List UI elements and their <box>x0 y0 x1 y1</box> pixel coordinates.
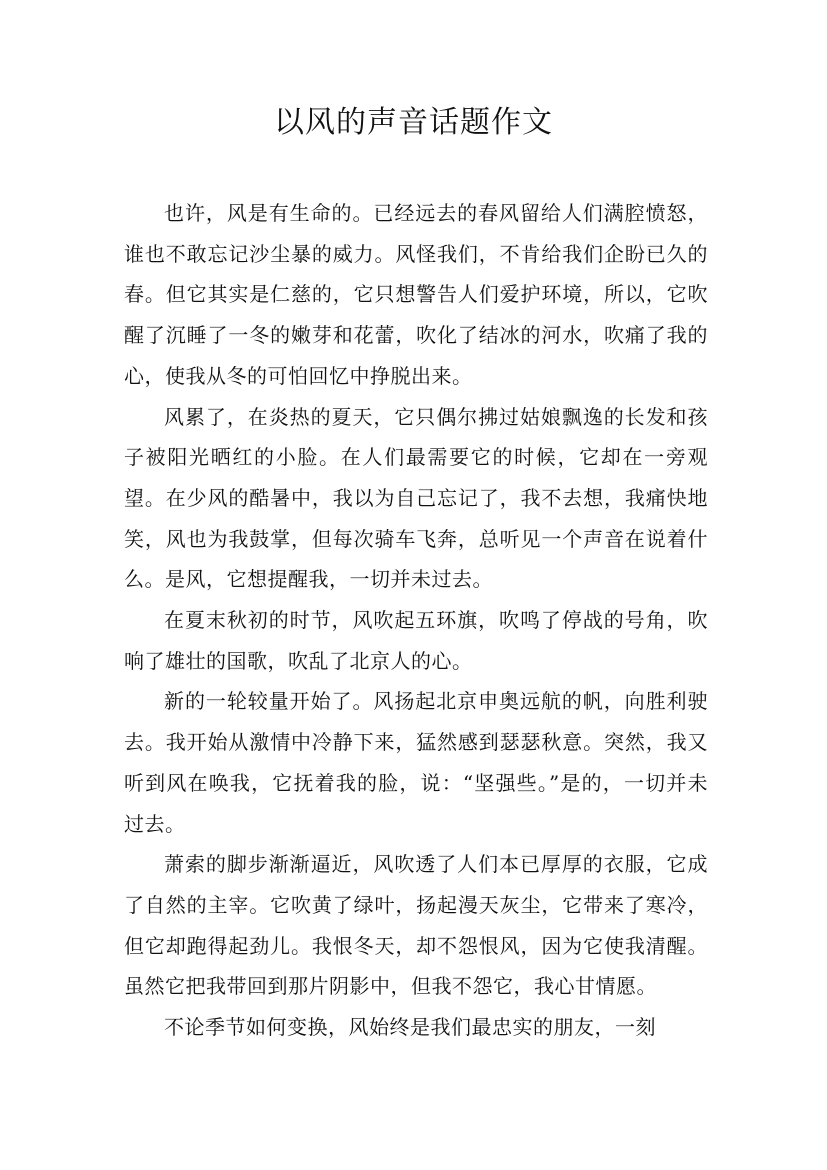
paragraph-5: 萧索的脚步渐渐逼近，风吹透了人们本已厚厚的衣服，它成了自然的主宰。它吹黄了绿叶，扬起漫天灰尘，它带来了寒冷，但它却跑得起劲儿。我恨冬天，却不怨恨风，因为它使我清醒。虽然它把我带回到那片阴影中，但我不怨它，我心甘情愿。 <box>124 852 708 999</box>
paragraph-2: 风累了，在炎热的夏天，它只偶尔拂过姑娘飘逸的长发和孩子被阳光晒红的小脸。在人们最需要它的时候，它却在一旁观望。在少风的酷暑中，我以为自己忘记了，我不去想，我痛快地笑，风也为我鼓掌，但每次骑车飞奔，总听见一个声音在说着什么。是风，它想提醒我，一切并未过去。 <box>124 404 708 592</box>
paragraph-4: 新的一轮较量开始了。风扬起北京申奥远航的帆，向胜利驶去。我开始从激情中冷静下来，猛然感到瑟瑟秋意。突然，我又听到风在唤我，它抚着我的脸，说：“坚强些。”是的，一切并未过去。 <box>124 689 708 836</box>
document-body <box>124 193 708 1048</box>
document-title: 以风的声音话题作文 <box>274 105 553 140</box>
paragraph-1: 也许，风是有生命的。已经远去的春风留给人们满腔愤怒，谁也不敢忘记沙尘暴的威力。风怪我们，不肯给我们企盼已久的春。但它其实是仁慈的，它只想警告人们爱护环境，所以，它吹醒了沉睡了一冬的嫩芽和花蕾，吹化了结冰的河水，吹痛了我的心，使我从冬的可怕回忆中挣脱出来。 <box>124 201 708 388</box>
paragraph-3: 在夏末秋初的时节，风吹起五环旗，吹鸣了停战的号角，吹响了雄壮的国歌，吹乱了北京人的心。 <box>124 608 708 673</box>
paragraph-6: 不论季节如何变换，风始终是我们最忠实的朋友，一刻 <box>164 1015 656 1040</box>
